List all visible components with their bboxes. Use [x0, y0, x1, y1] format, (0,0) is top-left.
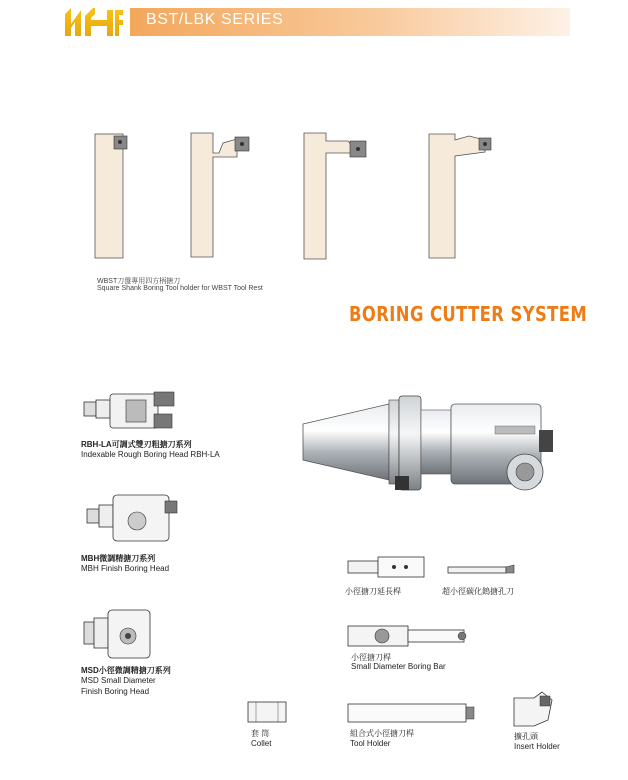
rbh-la-label-cn: RBH-LA可調式雙刃粗搪刀系列	[81, 440, 192, 449]
rbh-la-label-en: Indexable Rough Boring Head RBH-LA	[81, 450, 220, 459]
wbst-holder-1	[92, 134, 132, 260]
carbide-bar-label: 超小徑碳化鎢搪孔刀	[442, 587, 514, 596]
section-title: BORING CUTTER SYSTEM	[349, 302, 588, 326]
msd-image	[82, 608, 162, 660]
small-boring-bar-image	[346, 624, 472, 648]
msd-label-en1: MSD Small Diameter	[81, 676, 156, 685]
rbh-la-image	[82, 390, 182, 432]
collet-label-cn: 套 筒	[251, 729, 270, 738]
insert-holder-label-en: Insert Holder	[514, 742, 560, 751]
collet-image	[246, 700, 292, 724]
wbst-holder-3	[302, 131, 374, 263]
wbst-holder-2	[185, 131, 253, 261]
collet-label-en: Collet	[251, 739, 272, 748]
small-boring-bar-label-cn: 小徑搪刀桿	[351, 653, 391, 662]
wbst-caption-en: Square Shank Boring Tool holder for WBST Tool Rest	[97, 285, 263, 292]
msd-label-cn: MSD小徑微調精搪刀系列	[81, 666, 171, 675]
small-boring-bar-label-en: Small Diameter Boring Bar	[351, 662, 446, 671]
tool-holder-label-cn: 組合式小徑搪刀桿	[350, 729, 414, 738]
mbh-label-en: MBH Finish Boring Head	[81, 564, 170, 573]
carbide-bar-image	[446, 563, 516, 577]
insert-holder-image	[512, 690, 556, 730]
tool-holder-image	[346, 702, 476, 724]
insert-holder-label-cn: 擴孔頭	[514, 732, 538, 741]
mbh-label-cn: MBH微調精搪刀系列	[81, 554, 156, 563]
boring-cutter-photo	[299, 396, 565, 506]
wbst-holder-4	[427, 132, 497, 262]
mbh-image	[85, 493, 185, 545]
msd-label-en2: Finish Boring Head	[81, 687, 150, 696]
extension-bar-image	[346, 555, 430, 579]
tool-holder-label-en: Tool Holder	[350, 739, 391, 748]
brand-logo	[63, 6, 125, 38]
wbst-caption-cn: WBST刀盤專用四方柄搪刀	[97, 278, 181, 285]
series-title: BST/LBK SERIES	[146, 11, 284, 28]
extension-bar-label: 小徑搪刀延長桿	[345, 587, 401, 596]
